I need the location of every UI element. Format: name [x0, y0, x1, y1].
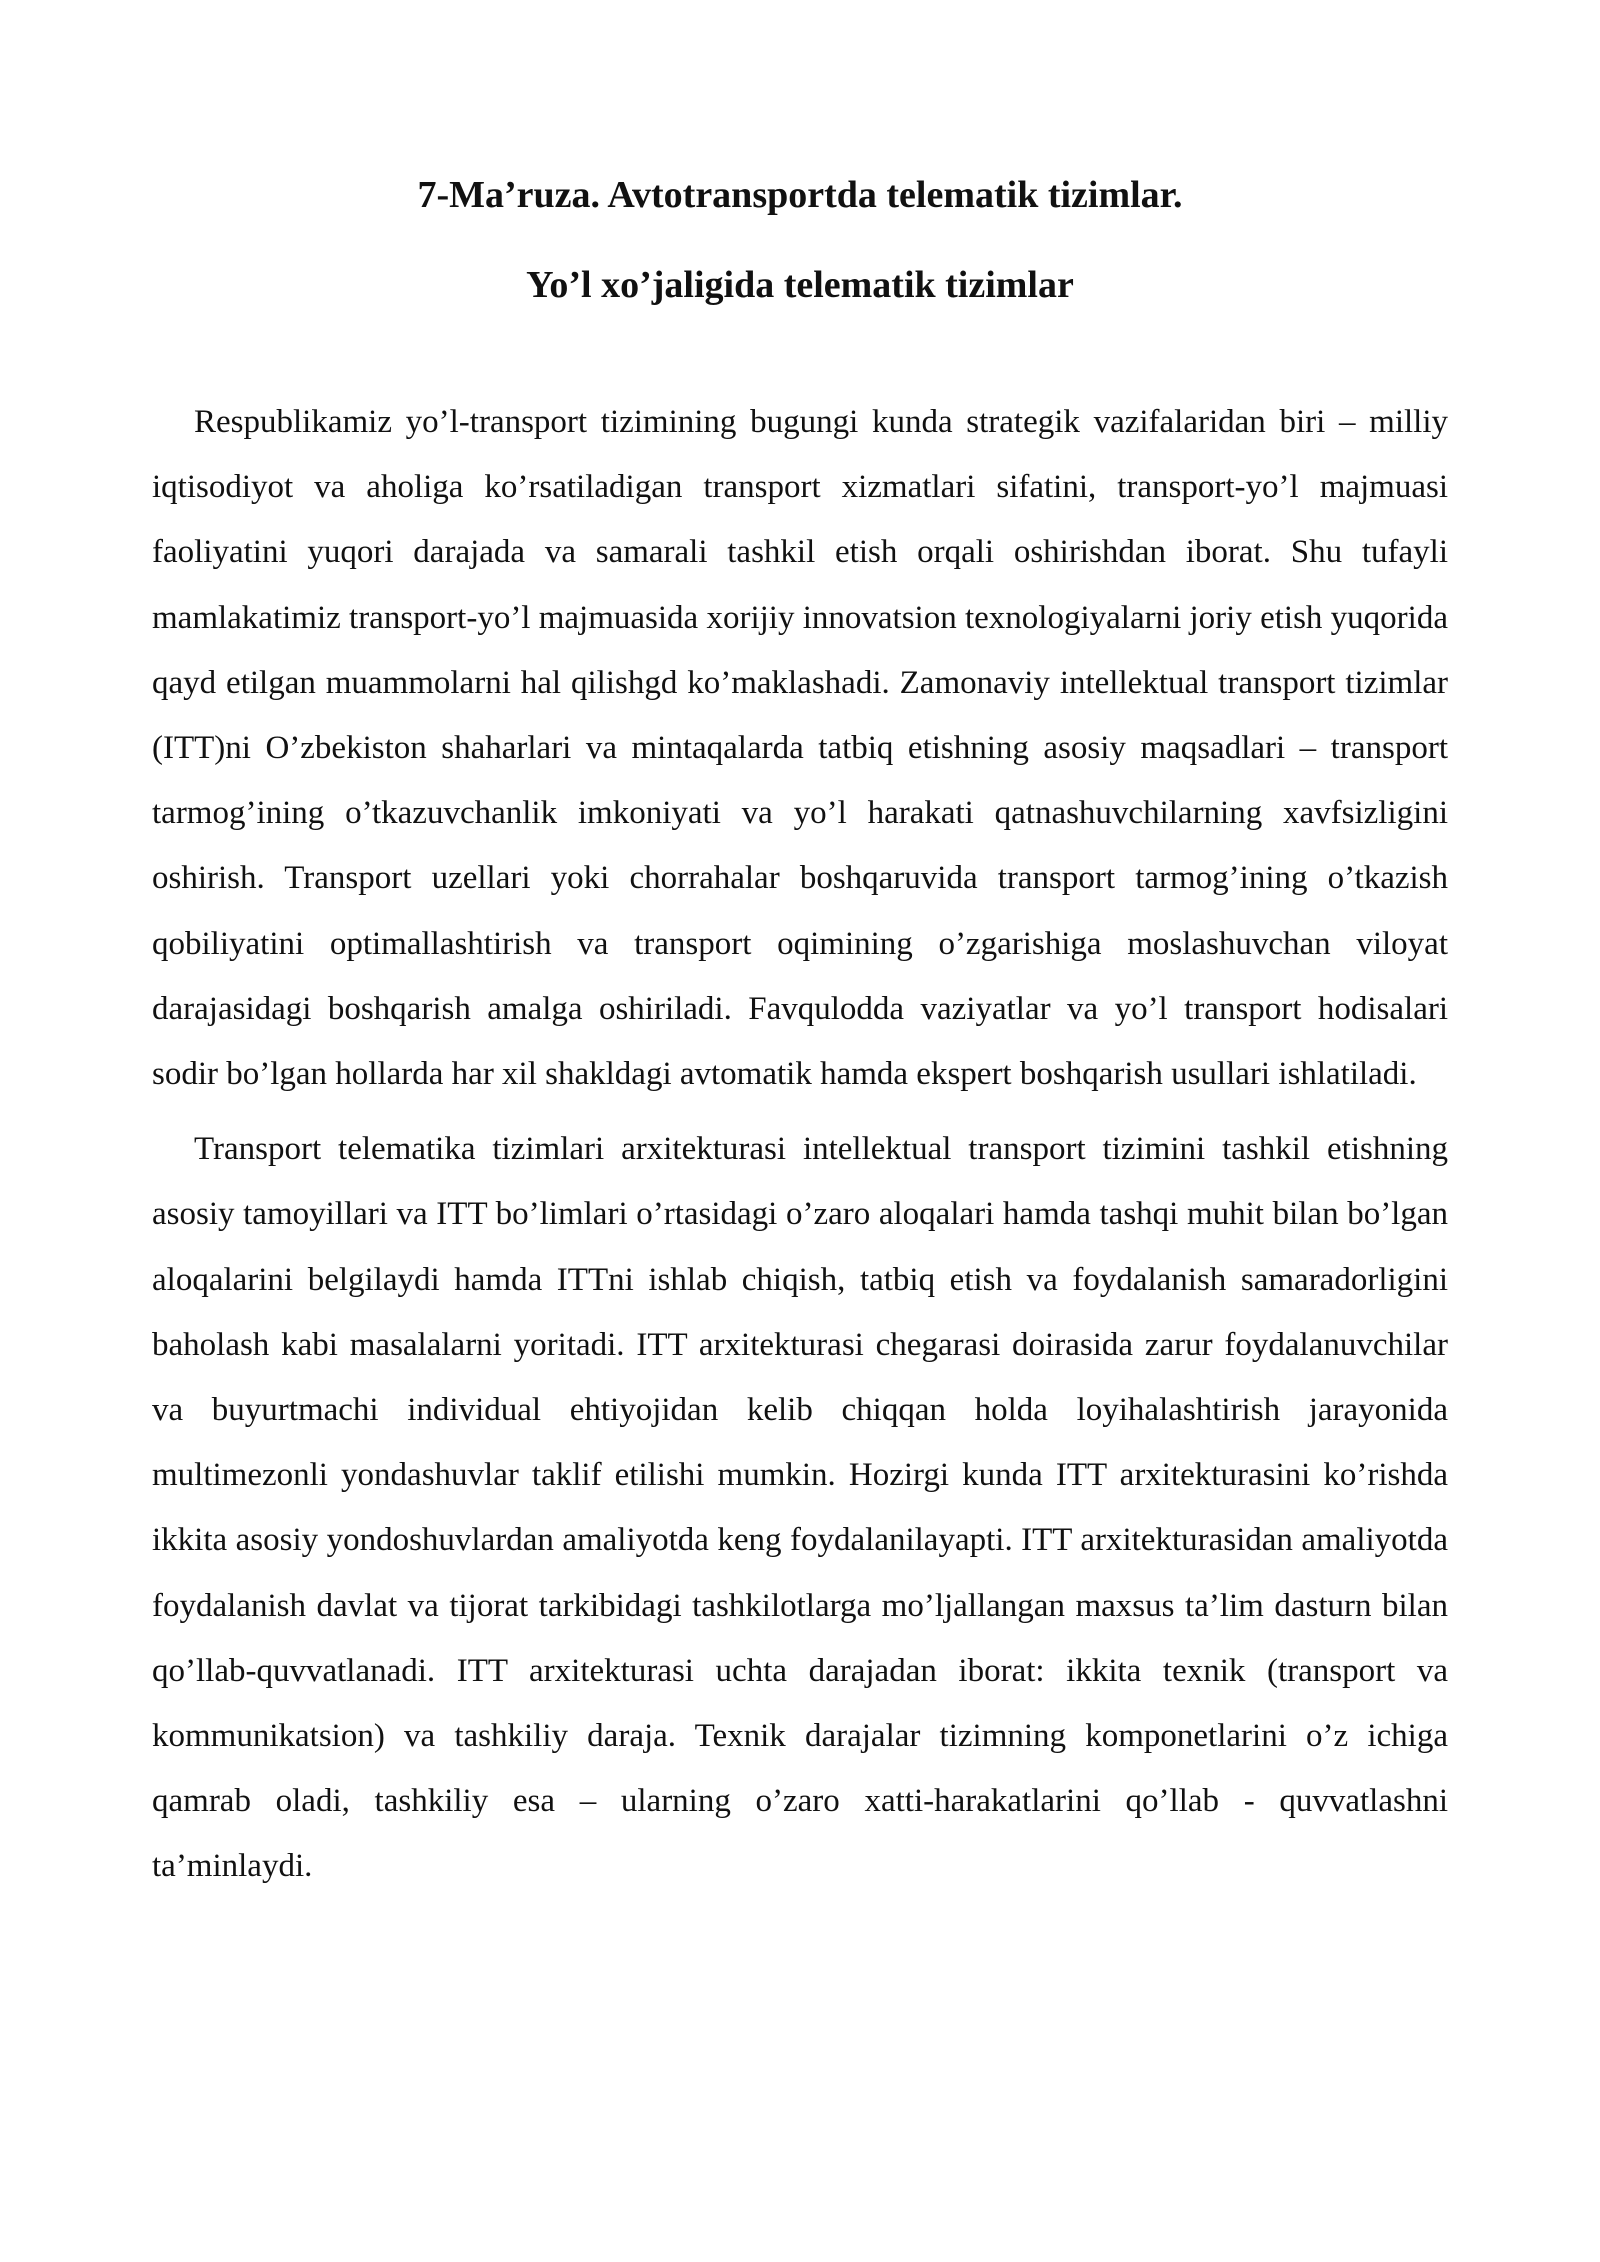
lecture-title: [150, 150, 1450, 330]
document-body: [152, 390, 1448, 1910]
title-line-2: Yo’l xo’jaligida telematik tizimlar: [526, 264, 1074, 306]
paragraph-2: Transport telematika tizimlari arxitekturasi intellektual transport tizimini tashkil etishning asosiy tamoyillari va ITT bo’limlari o’rtasidagi o’zaro aloqalari hamda tashqi muhit bilan bo’lgan aloqalarini belgilaydi hamda ITTni ishlab chiqish, tatbiq etish va foydalanish samaradorligini baholash kabi masalalarni yoritadi. ITT arxitekturasi chegarasi doirasida zarur foydalanuvchilar va buyurtmachi individual ehtiyojidan kelib chiqqan holda loyihalashtirish jarayonida multimezonli yondashuvlar taklif etilishi mumkin. Hozirgi kunda ITT arxitekturasini ko’rishda ikkita asosiy yondoshuvlardan amaliyotda keng foydalanilayapti. ITT arxitekturasidan amaliyotda foydalanish davlat va tijorat tarkibidagi tashkilotlarga mo’ljallangan maxsus ta’lim dasturn bilan qo’llab-quvvatlanadi. ITT arxitekturasi uchta darajadan iborat: ikkita texnik (transport va kommunikatsion) va tashkiliy daraja. Texnik darajalar tizimning komponetlarini o’z ichiga qamrab oladi, tashkiliy esa – ularning o’zaro xatti-harakatlarini qo’llab - quvvatlashni ta’minlaydi.: [152, 1131, 1448, 1885]
paragraph-1: Respublikamiz yo’l-transport tizimining bugungi kunda strategik vazifalaridan biri – milliy iqtisodiyot va aholiga ko’rsatiladigan transport xizmatlari sifatini, transport-yo’l majmuasi faoliyatini yuqori darajada va samarali tashkil etish orqali oshirishdan iborat. Shu tufayli mamlakatimiz transport-yo’l majmuasida xorijiy innovatsion texnologiyalarni joriy etish yuqorida qayd etilgan muammolarni hal qilishgd ko’maklashadi. Zamonaviy intellektual transport tizimlar (ITT)ni O’zbekiston shaharlari va mintaqalarda tatbiq etishning asosiy maqsadlari – transport tarmog’ining o’tkazuvchanlik imkoniyati va yo’l harakati qatnashuvchilarning xavfsizligini oshirish. Transport uzellari yoki chorrahalar boshqaruvida transport tarmog’ining o’tkazish qobiliyatini optimallashtirish va transport oqimining o’zgarishiga moslashuvchan viloyat darajasidagi boshqarish amalga oshiriladi. Favqulodda vaziyatlar va yo’l transport hodisalari sodir bo’lgan hollarda har xil shakldagi avtomatik hamda ekspert boshqarish usullari ishlatiladi.: [152, 404, 1448, 1093]
title-line-1: 7-Ma’ruza. Avtotransportda telematik tizimlar.: [417, 174, 1183, 216]
